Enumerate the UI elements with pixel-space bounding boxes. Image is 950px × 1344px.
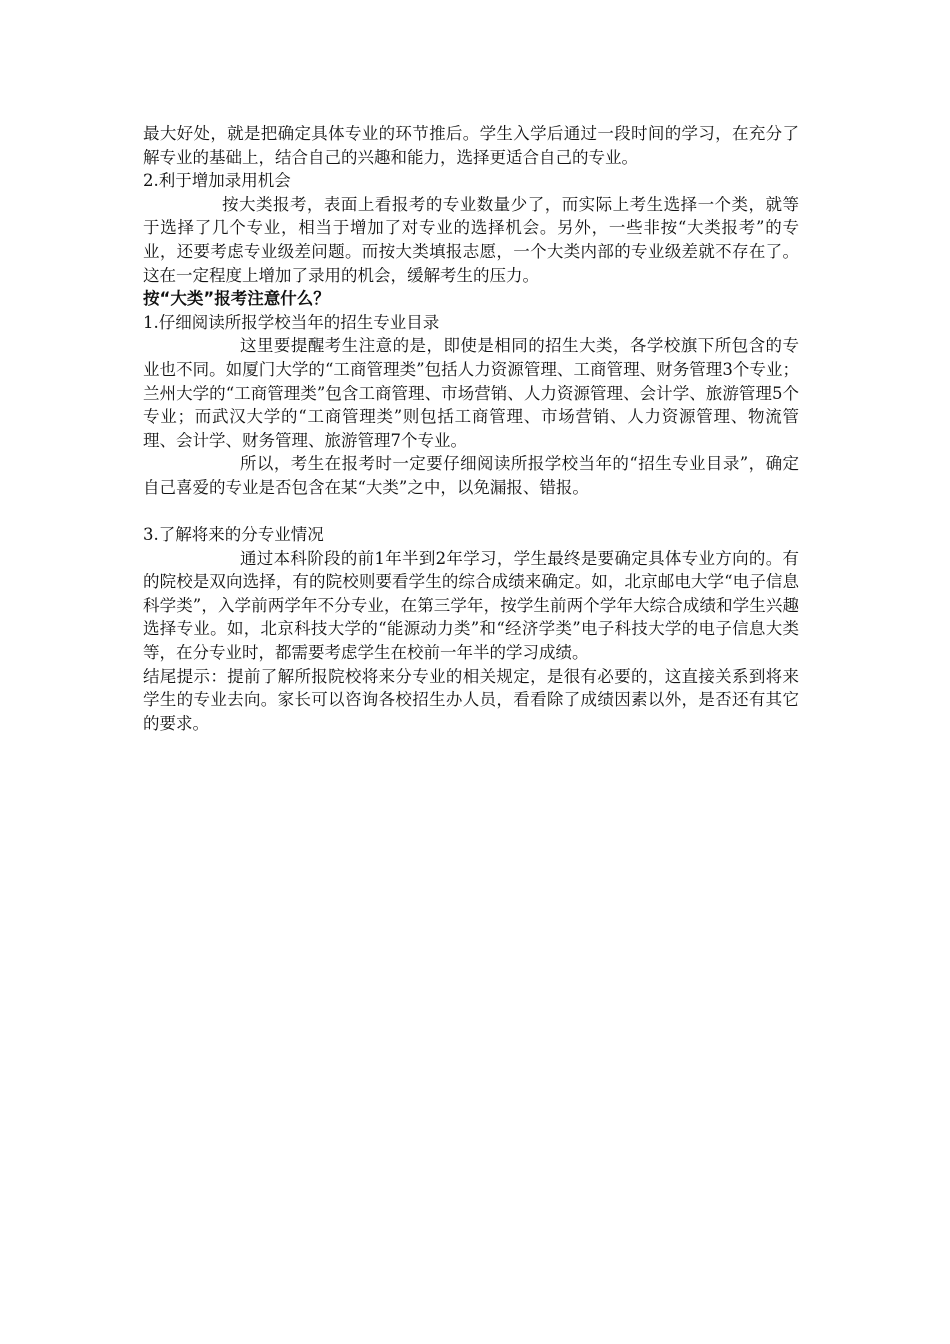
section-heading: 按“大类”报考注意什么？ (143, 289, 330, 309)
blank-line (143, 500, 799, 524)
paragraph-intro: 最大好处，就是把确定具体专业的环节推后。学生入学后通过一段时间的学习，在充分了解专业的基础上，结合自己的兴趣和能力，选择更适合自己的专业。 (143, 124, 799, 167)
document-body (143, 122, 799, 735)
subsection-title-2: 2.利于增加录用机会 (143, 171, 291, 191)
paragraph-item-1a: 这里要提醒考生注意的是，即使是相同的招生大类，各学校旗下所包含的专业也不同。如厦门大学的“工商管理类”包括人力资源管理、工商管理、财务管理3个专业；兰州大学的“工商管理类”包含工商管理、市场营销、人力资源管理、会计学、旅游管理5个专业；而武汉大学的“工商管理类”则包括工商管理、市场营销、人力资源管理、物流管理、会计学、财务管理、旅游管理7个专业。 (143, 336, 799, 450)
paragraph-subsection-2: 按大类报考，表面上看报考的专业数量少了，而实际上考生选择一个类，就等于选择了几个专业，相当于增加了对专业的选择机会。另外，一些非按“大类报考”的专业，还要考虑专业级差问题。而按大类填报志愿，一个大类内部的专业级差就不存在了。这在一定程度上增加了录用的机会，缓解考生的压力。 (143, 194, 799, 285)
item-title-3: 3.了解将来的分专业情况 (143, 525, 324, 545)
paragraph-item-1b: 所以，考生在报考时一定要仔细阅读所报学校当年的“招生专业目录”，确定自己喜爱的专业是否包含在某“大类”之中，以免漏报、错报。 (143, 454, 799, 497)
item-title-1: 1.仔细阅读所报学校当年的招生专业目录 (143, 312, 440, 332)
paragraph-item-3: 通过本科阶段的前1年半到2年学习，学生最终是要确定具体专业方向的。有的院校是双向选择，有的院校则要看学生的综合成绩来确定。如，北京邮电大学“电子信息科学类”，入学前两学年不分专业，在第三学年，按学生前两个学年大综合成绩和学生兴趣选择专业。如，北京科技大学的“能源动力类”和“经济学类”电子科技大学的电子信息大类等，在分专业时，都需要考虑学生在校前一年半的学习成绩。 (143, 548, 799, 663)
paragraph-closing: 结尾提示：提前了解所报院校将来分专业的相关规定，是很有必要的，这直接关系到将来学生的专业去向。家长可以咨询各校招生办人员，看看除了成绩因素以外，是否还有其它的要求。 (143, 666, 799, 733)
